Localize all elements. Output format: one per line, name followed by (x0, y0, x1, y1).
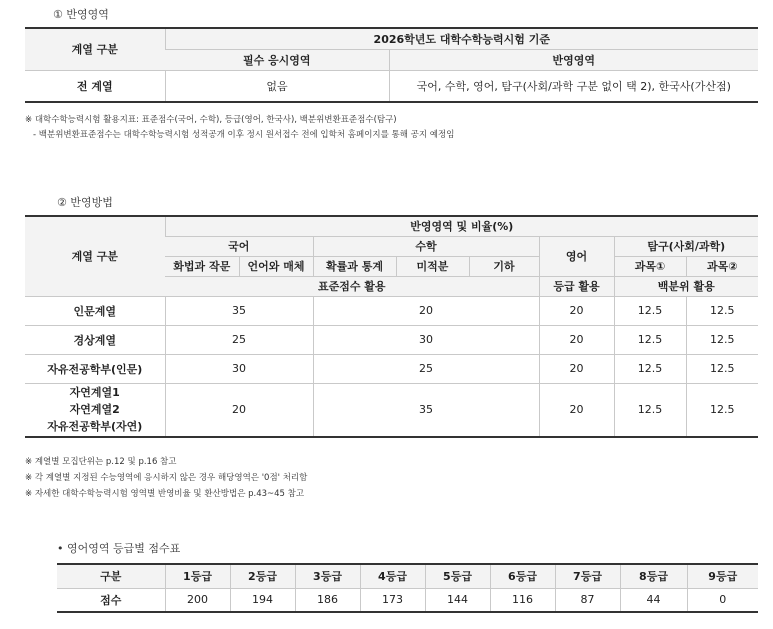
english-header: 영어 (539, 236, 614, 276)
grade-header: 4등급 (360, 564, 425, 588)
grade-header: 9등급 (687, 564, 758, 588)
inquiry-header: 탐구(사회/과학) (614, 236, 758, 256)
track-label: 자유전공학부(인문) (25, 354, 165, 383)
inquiry2-ratio: 12.5 (686, 296, 758, 325)
inquiry2-ratio: 12.5 (686, 383, 758, 437)
standard-score-label: 표준점수 활용 (165, 276, 539, 296)
grade-header: 7등급 (555, 564, 620, 588)
inquiry-sub1: 과목① (614, 256, 686, 276)
grade-header: 6등급 (490, 564, 555, 588)
section1-title: ① 반영영역 (53, 8, 109, 21)
track-label-line1: 자연계열1 (69, 386, 120, 400)
inquiry2-ratio: 12.5 (686, 354, 758, 383)
score-value: 44 (620, 588, 687, 612)
math-sub-geometry: 기하 (469, 256, 539, 276)
track-label-line2: 자연계열2 (69, 403, 120, 417)
math-ratio: 20 (313, 296, 539, 325)
score-value: 87 (555, 588, 620, 612)
grade-header: 1등급 (165, 564, 230, 588)
grade-header: 8등급 (620, 564, 687, 588)
score-value: 0 (687, 588, 758, 612)
english-ratio: 20 (539, 354, 614, 383)
math-header: 수학 (313, 236, 539, 256)
col-group-header: 계열 구분 (25, 216, 165, 296)
korean-sub-speech: 화법과 작문 (165, 256, 239, 276)
grade-header: 2등급 (230, 564, 295, 588)
grade-use-label: 등급 활용 (539, 276, 614, 296)
track-label: 인문계열 (25, 296, 165, 325)
all-tracks-label: 전 계열 (76, 79, 113, 93)
inquiry1-ratio: 12.5 (614, 383, 686, 437)
table-row (25, 354, 758, 383)
inquiry1-ratio: 12.5 (614, 296, 686, 325)
korean-ratio: 30 (165, 354, 313, 383)
section2-note2: ※ 각 계열별 지정된 수능영역에 응시하지 않은 경우 해당영역은 '0점' 처리함 (25, 473, 308, 483)
exam-basis-header: 2026학년도 대학수학능력시험 기준 (165, 28, 758, 49)
english-ratio: 20 (539, 296, 614, 325)
track-label (25, 383, 165, 437)
score-value: 194 (230, 588, 295, 612)
score-value: 186 (295, 588, 360, 612)
section2-note1: ※ 계열별 모집단위는 p.12 및 p.16 참고 (25, 457, 177, 467)
math-sub-probability: 확률과 통계 (313, 256, 396, 276)
grade-header: 3등급 (295, 564, 360, 588)
section2-title: ② 반영방법 (57, 196, 113, 209)
track-label-line3: 자유전공학부(자연) (47, 420, 143, 434)
ratio-header: 반영영역 및 비율(%) (165, 216, 758, 236)
score-value: 116 (490, 588, 555, 612)
inquiry-sub2: 과목② (686, 256, 758, 276)
section2-note3: ※ 자세한 대학수학능력시험 영역별 반영비율 및 환산방법은 p.43~45 참고 (25, 489, 305, 499)
required-area-header: 필수 응시영역 (165, 49, 389, 70)
inquiry2-ratio: 12.5 (686, 325, 758, 354)
math-ratio: 35 (313, 383, 539, 437)
col-group-header: 계열 구분 (25, 28, 165, 70)
math-ratio: 30 (313, 325, 539, 354)
table-row (25, 296, 758, 325)
score-value: 200 (165, 588, 230, 612)
english-ratio: 20 (539, 325, 614, 354)
reflect-area-header: 반영영역 (389, 49, 758, 70)
korean-ratio: 35 (165, 296, 313, 325)
inquiry1-ratio: 12.5 (614, 325, 686, 354)
reflection-area-table (25, 27, 758, 103)
required-area-value: 없음 (165, 70, 389, 102)
korean-header: 국어 (165, 236, 313, 256)
grade-header: 5등급 (425, 564, 490, 588)
table-row (25, 383, 758, 437)
track-label: 경상계열 (25, 325, 165, 354)
english-grade-score-table (57, 563, 758, 613)
math-sub-calculus: 미적분 (396, 256, 469, 276)
reflection-method-table (25, 215, 758, 438)
korean-sub-language: 언어와 매체 (239, 256, 313, 276)
korean-ratio: 25 (165, 325, 313, 354)
score-value: 144 (425, 588, 490, 612)
korean-ratio: 20 (165, 383, 313, 437)
section1-note1: ※ 대학수학능력시험 활용지표: 표준점수(국어, 수학), 등급(영어, 한국사), 백분위변환표준점수(탐구) (25, 115, 397, 125)
inquiry1-ratio: 12.5 (614, 354, 686, 383)
table-row (25, 325, 758, 354)
english-ratio: 20 (539, 383, 614, 437)
score-value: 173 (360, 588, 425, 612)
percentile-use-label: 백분위 활용 (614, 276, 758, 296)
score-label: 점수 (100, 593, 122, 607)
section3-title: • 영어영역 등급별 점수표 (57, 542, 181, 555)
division-label: 구분 (57, 564, 165, 588)
math-ratio: 25 (313, 354, 539, 383)
section1-note2: - 백분위변환표준점수는 대학수학능력시험 성적공개 이후 정시 원서접수 전에 입학처 홈페이지를 통해 공지 예정임 (33, 130, 455, 140)
reflect-area-value: 국어, 수학, 영어, 탐구(사회/과학 구분 없이 택 2), 한국사(가산점) (389, 70, 758, 102)
